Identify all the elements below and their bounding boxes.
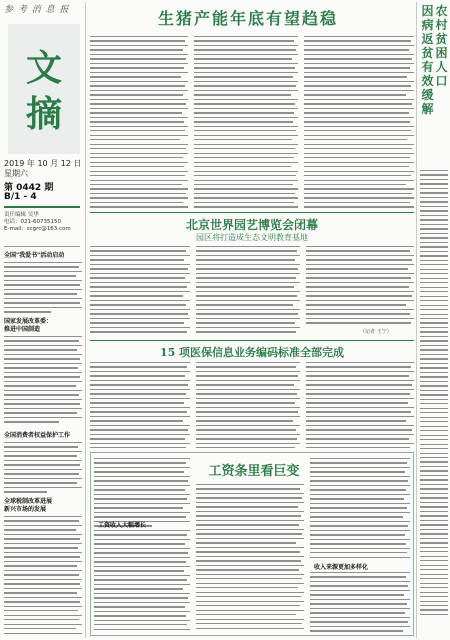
brief-heading: 推进中国制造 xyxy=(4,326,41,333)
expo-byline: （记者 王宁） xyxy=(360,329,392,335)
top-article-header xyxy=(88,2,408,32)
page-range: B/1 - 4 xyxy=(4,192,37,202)
article-text xyxy=(90,246,190,336)
vertical-title-col1: 农村贫困人口 xyxy=(435,4,448,88)
brief-text xyxy=(4,516,82,636)
article-text xyxy=(304,36,414,208)
brief-item xyxy=(4,498,82,636)
brief-heading: 全球税制改革进展 xyxy=(4,498,53,505)
column-rule xyxy=(85,2,86,638)
wages-subhead-1: 工资收入大幅增长 xyxy=(98,522,147,529)
editor-line: 责任编辑 吴华 xyxy=(4,212,39,218)
brief-text xyxy=(4,442,82,500)
article-text xyxy=(196,362,300,448)
article-text xyxy=(196,484,304,632)
vertical-title-col2: 因病返贫有效缓解 xyxy=(421,4,434,116)
editor-line: 电话：021-60735150 xyxy=(4,219,61,225)
article-text xyxy=(196,246,300,336)
article-text xyxy=(420,170,448,638)
article-text xyxy=(306,246,414,326)
logo xyxy=(8,24,80,154)
column-rule xyxy=(416,2,417,638)
article-text xyxy=(94,530,190,632)
brief-item xyxy=(4,252,82,320)
brief-text xyxy=(4,336,82,436)
subhead-expo: 园区将打造成生态文明教育基地 xyxy=(196,233,308,242)
masthead-rule xyxy=(4,206,80,208)
masthead-divider xyxy=(4,246,80,247)
wages-subhead-2: 收入来源更加多样化 xyxy=(314,564,369,571)
headline-wages: 工资条里看巨变 xyxy=(208,464,300,479)
brief-heading: 全国"我爱书"活动启动 xyxy=(4,252,65,259)
headline-standard: 15 项医保信息业务编码标准全部完成 xyxy=(159,346,345,359)
svg-text:文: 文 xyxy=(25,47,63,89)
masthead xyxy=(0,0,84,640)
article-text xyxy=(306,362,414,448)
headline-pig-capacity: 生猪产能年底有望趋稳 xyxy=(157,9,338,28)
article-text xyxy=(194,36,298,208)
editor-line: E-mail：scgrc@163.com xyxy=(4,226,71,232)
svg-text:摘: 摘 xyxy=(25,93,63,135)
headline-expo: 北京世界园艺博览会闭幕 xyxy=(185,218,318,232)
issue-number: 第 0442 期 xyxy=(4,183,54,193)
brief-heading: 国家发展改革委： xyxy=(4,318,53,325)
brief-text xyxy=(4,262,82,320)
article-text xyxy=(90,362,190,448)
article-text xyxy=(310,458,410,558)
vertical-headline xyxy=(420,4,448,164)
section-rule xyxy=(90,340,414,341)
section-rule xyxy=(90,212,414,213)
issue-weekday: 星期六 xyxy=(4,169,28,178)
article-text xyxy=(90,36,188,208)
issue-date: 2019 年 10 月 12 日 xyxy=(4,159,82,168)
brief-heading: 全国消费者权益保护工作 xyxy=(4,432,71,439)
brief-item xyxy=(4,432,82,500)
article-text xyxy=(310,572,410,632)
brief-heading: 新兴市场的发展 xyxy=(4,506,47,513)
logo-calligraphy-icon xyxy=(14,38,74,138)
editor-info xyxy=(4,212,82,233)
brief-item xyxy=(4,318,82,436)
paper-name: 参 考 消 息 报 xyxy=(4,5,70,15)
